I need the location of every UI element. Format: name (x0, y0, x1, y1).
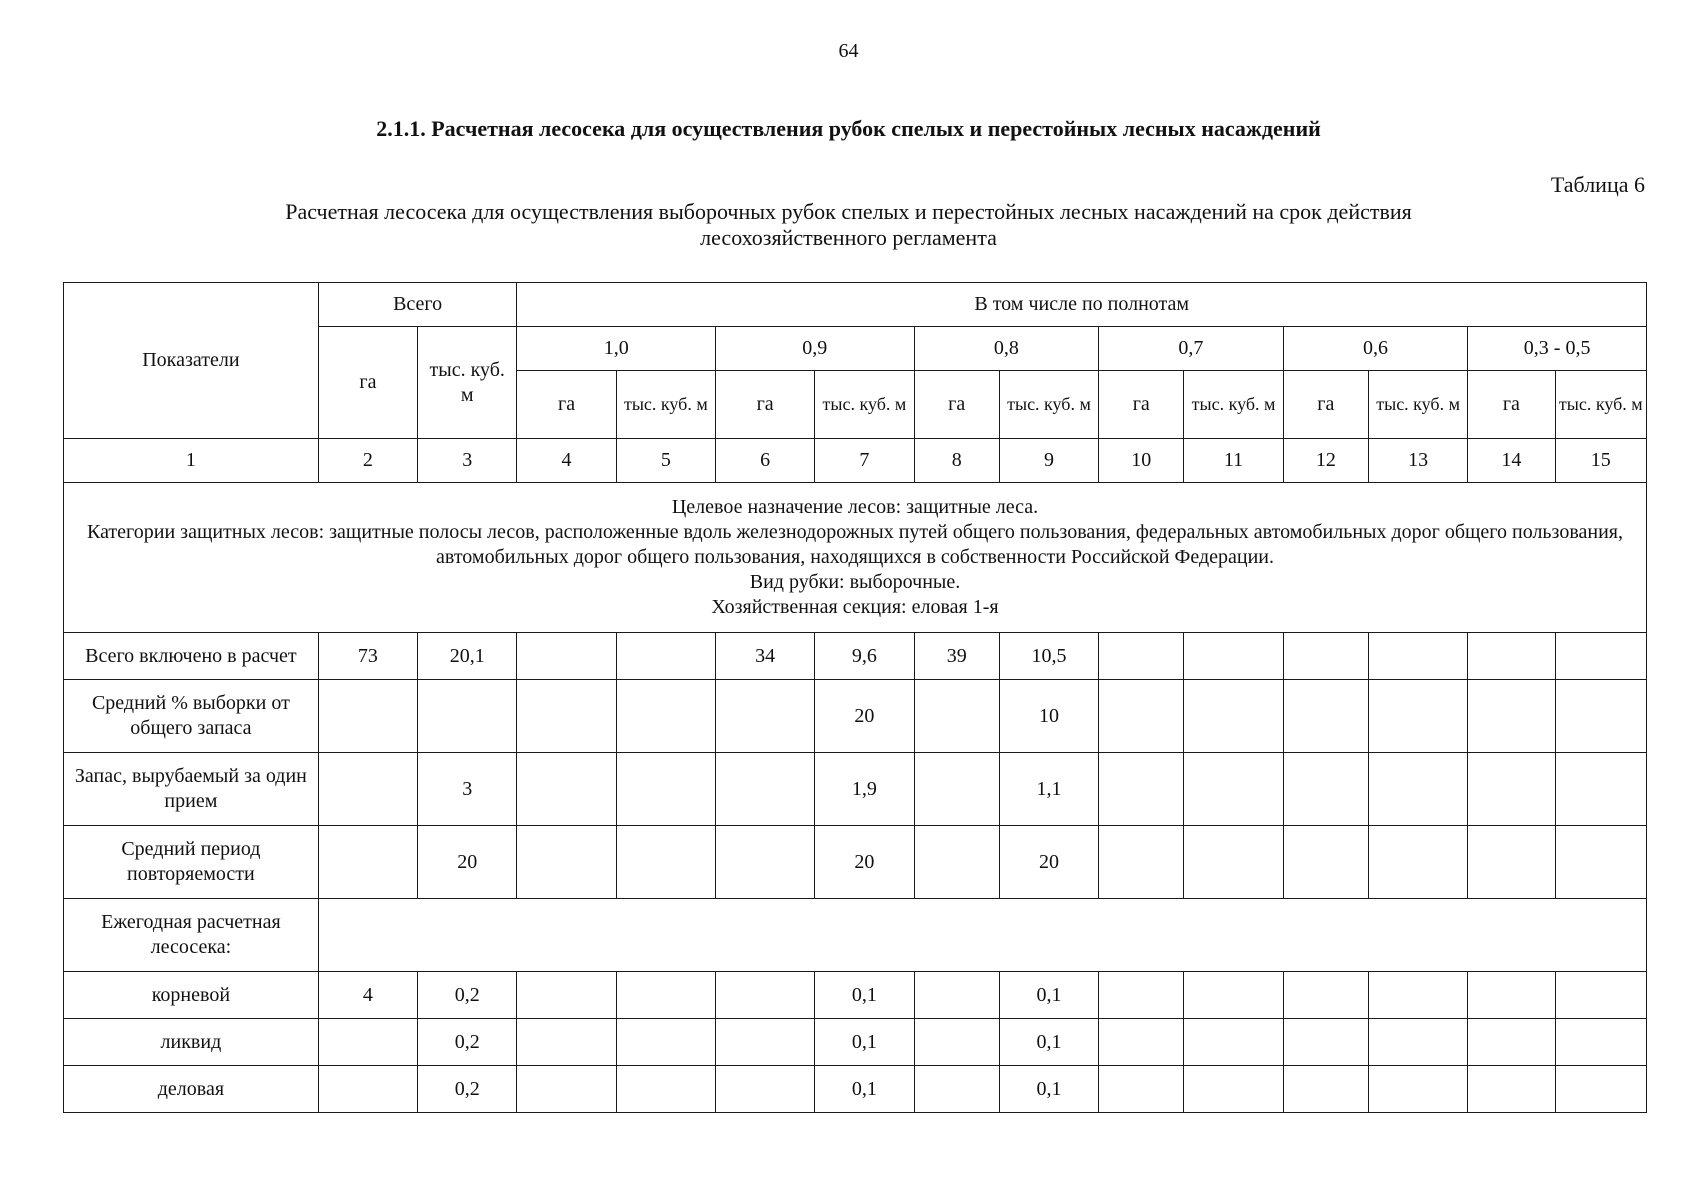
table-row (64, 1019, 1647, 1066)
table-row (64, 680, 1647, 753)
table-cell (1099, 826, 1184, 899)
table-cell (914, 753, 999, 826)
header-total: Всего (318, 283, 517, 327)
table-cell: 34 (715, 633, 814, 680)
table-cell (1468, 753, 1555, 826)
table-row (64, 972, 1647, 1019)
table-cell (1283, 633, 1368, 680)
info-categories: Категории защитных лесов: защитные полосы лесов, расположенные вдоль железнодорожных путей общего пользования, федеральных автомобильных дорог общего пользования, автомобильных дорог общего пользования, находящихся в собственности Российской Федерации. (87, 521, 1623, 568)
header-total-volume: тыс. куб. м (418, 327, 517, 439)
table-cell: 10 (999, 680, 1098, 753)
table-cell (715, 1019, 814, 1066)
table-cell (1468, 1066, 1555, 1113)
table-cell (1368, 680, 1467, 753)
table-cell: 9,6 (815, 633, 914, 680)
table-cell (318, 680, 417, 753)
table-cell (1099, 753, 1184, 826)
table-cell (1368, 753, 1467, 826)
table-cell (1283, 680, 1368, 753)
table-cell (1555, 680, 1646, 753)
row-label: корневой (64, 972, 319, 1019)
table-cell (715, 1066, 814, 1113)
table-row (64, 753, 1647, 826)
column-number: 3 (418, 439, 517, 483)
table-cell (1184, 826, 1283, 899)
info-row (64, 483, 1647, 633)
table-cell (1555, 826, 1646, 899)
header-total-ha: га (318, 327, 417, 439)
table-cell (1283, 826, 1368, 899)
table-cell (1184, 753, 1283, 826)
table-cell: 0,2 (418, 1019, 517, 1066)
header-density-0-7: 0,7 (1099, 327, 1284, 371)
header-volume: тыс. куб. м (815, 371, 914, 439)
table-cell: 1,1 (999, 753, 1098, 826)
table-cell (1368, 972, 1467, 1019)
header-volume: тыс. куб. м (1555, 371, 1646, 439)
table-cell (1099, 1066, 1184, 1113)
table-cell: 39 (914, 633, 999, 680)
table-cell: 20 (815, 826, 914, 899)
table-cell (1099, 1019, 1184, 1066)
header-ha: га (1099, 371, 1184, 439)
header-volume: тыс. куб. м (999, 371, 1098, 439)
section-heading: 2.1.1. Расчетная лесосека для осуществления рубок спелых и перестойных лесных насаждений (376, 116, 1321, 141)
table-cell (1184, 1066, 1283, 1113)
row-label: Запас, вырубаемый за один прием (64, 753, 319, 826)
column-number: 5 (616, 439, 715, 483)
table-cell: 20 (815, 680, 914, 753)
annual-label-blank (318, 899, 1646, 972)
felling-table (63, 282, 1647, 1113)
table-cell (616, 1019, 715, 1066)
column-number: 8 (914, 439, 999, 483)
table-cell: 20,1 (418, 633, 517, 680)
table-cell (914, 680, 999, 753)
table-caption: Расчетная лесосека для осуществления выборочных рубок спелых и перестойных лесных насаждений на срок действия лесохозяйственного регламента (285, 199, 1412, 250)
table-cell (1099, 972, 1184, 1019)
table-cell (1184, 1019, 1283, 1066)
table-cell (1368, 826, 1467, 899)
table-cell (517, 633, 616, 680)
header-density-0-6: 0,6 (1283, 327, 1468, 371)
column-number: 10 (1099, 439, 1184, 483)
annual-label-row (64, 899, 1647, 972)
table-cell (914, 972, 999, 1019)
column-number: 1 (64, 439, 319, 483)
table-cell (1368, 1066, 1467, 1113)
table-cell: 0,1 (815, 972, 914, 1019)
table-cell (914, 1019, 999, 1066)
table-cell (1468, 680, 1555, 753)
table-cell (517, 1066, 616, 1113)
table-cell: 1,9 (815, 753, 914, 826)
table-cell (1368, 633, 1467, 680)
info-block (64, 483, 1647, 633)
table-row (64, 1066, 1647, 1113)
info-purpose: Целевое назначение лесов: защитные леса. (671, 496, 1039, 518)
table-cell (1283, 972, 1368, 1019)
table-cell: 4 (318, 972, 417, 1019)
table-cell (715, 972, 814, 1019)
column-number: 13 (1368, 439, 1467, 483)
table-cell (1099, 680, 1184, 753)
table-cell (1468, 633, 1555, 680)
header-density-0-8: 0,8 (914, 327, 1099, 371)
table-cell (1555, 972, 1646, 1019)
table-cell: 20 (418, 826, 517, 899)
table-cell: 0,1 (999, 1019, 1098, 1066)
table-cell: 0,2 (418, 1066, 517, 1113)
info-felling-type: Вид рубки: выборочные. (749, 571, 961, 593)
table-cell (517, 826, 616, 899)
table-cell: 0,2 (418, 972, 517, 1019)
table-cell: 20 (999, 826, 1098, 899)
table-cell (517, 680, 616, 753)
header-by-density: В том числе по полнотам (517, 283, 1647, 327)
header-ha: га (715, 371, 814, 439)
row-label: Всего включено в расчет (64, 633, 319, 680)
table-cell (914, 1066, 999, 1113)
table-cell (318, 826, 417, 899)
column-number: 4 (517, 439, 616, 483)
table-cell (318, 1019, 417, 1066)
table-cell (914, 826, 999, 899)
page-number: 64 (838, 40, 859, 62)
column-number: 9 (999, 439, 1098, 483)
header-ha: га (1468, 371, 1555, 439)
column-number: 12 (1283, 439, 1368, 483)
header-density-0-9: 0,9 (715, 327, 914, 371)
table-cell (1555, 753, 1646, 826)
annual-label: Ежегодная расчетная лесосека: (64, 899, 319, 972)
table-cell (1184, 972, 1283, 1019)
header-ha: га (914, 371, 999, 439)
table-cell (616, 753, 715, 826)
info-section: Хозяйственная секция: еловая 1-я (711, 596, 999, 618)
table-cell (1184, 633, 1283, 680)
table-cell (616, 826, 715, 899)
table-cell (517, 972, 616, 1019)
table-cell (1468, 826, 1555, 899)
table-cell (715, 753, 814, 826)
header-density-0-3-0-5: 0,3 - 0,5 (1468, 327, 1647, 371)
column-number: 14 (1468, 439, 1555, 483)
table-cell (715, 680, 814, 753)
table-cell: 3 (418, 753, 517, 826)
table-cell (616, 1066, 715, 1113)
table-cell (1283, 1019, 1368, 1066)
table-cell (1468, 972, 1555, 1019)
table-cell (1099, 633, 1184, 680)
table-number: Таблица 6 (1550, 172, 1645, 197)
table-cell: 10,5 (999, 633, 1098, 680)
table-cell (1184, 680, 1283, 753)
header-density-1-0: 1,0 (517, 327, 716, 371)
table-row (64, 633, 1647, 680)
row-label: Средний % выборки от общего запаса (64, 680, 319, 753)
table-cell (616, 680, 715, 753)
column-number: 11 (1184, 439, 1283, 483)
table-cell (616, 972, 715, 1019)
table-cell (1555, 633, 1646, 680)
header-volume: тыс. куб. м (1368, 371, 1467, 439)
table-cell: 0,1 (815, 1019, 914, 1066)
table-cell (318, 1066, 417, 1113)
row-label: деловая (64, 1066, 319, 1113)
column-number: 6 (715, 439, 814, 483)
table-cell (318, 753, 417, 826)
row-label: Средний период повторяемости (64, 826, 319, 899)
row-label: ликвид (64, 1019, 319, 1066)
table-cell (517, 1019, 616, 1066)
table-cell: 73 (318, 633, 417, 680)
column-number: 15 (1555, 439, 1646, 483)
column-number: 7 (815, 439, 914, 483)
table-cell (1555, 1019, 1646, 1066)
header-row-1 (64, 283, 1647, 327)
table-cell: 0,1 (815, 1066, 914, 1113)
table-cell (517, 753, 616, 826)
header-ha: га (517, 371, 616, 439)
header-indicators: Показатели (64, 283, 319, 439)
table-cell (1468, 1019, 1555, 1066)
table-cell (1283, 753, 1368, 826)
table-cell (616, 633, 715, 680)
column-number-row (64, 439, 1647, 483)
table-cell (1555, 1066, 1646, 1113)
header-volume: тыс. куб. м (1184, 371, 1283, 439)
table-cell (418, 680, 517, 753)
table-cell (715, 826, 814, 899)
table-cell (1283, 1066, 1368, 1113)
table-row (64, 826, 1647, 899)
header-ha: га (1283, 371, 1368, 439)
table-cell: 0,1 (999, 1066, 1098, 1113)
table-cell (1368, 1019, 1467, 1066)
header-volume: тыс. куб. м (616, 371, 715, 439)
table-cell: 0,1 (999, 972, 1098, 1019)
column-number: 2 (318, 439, 417, 483)
